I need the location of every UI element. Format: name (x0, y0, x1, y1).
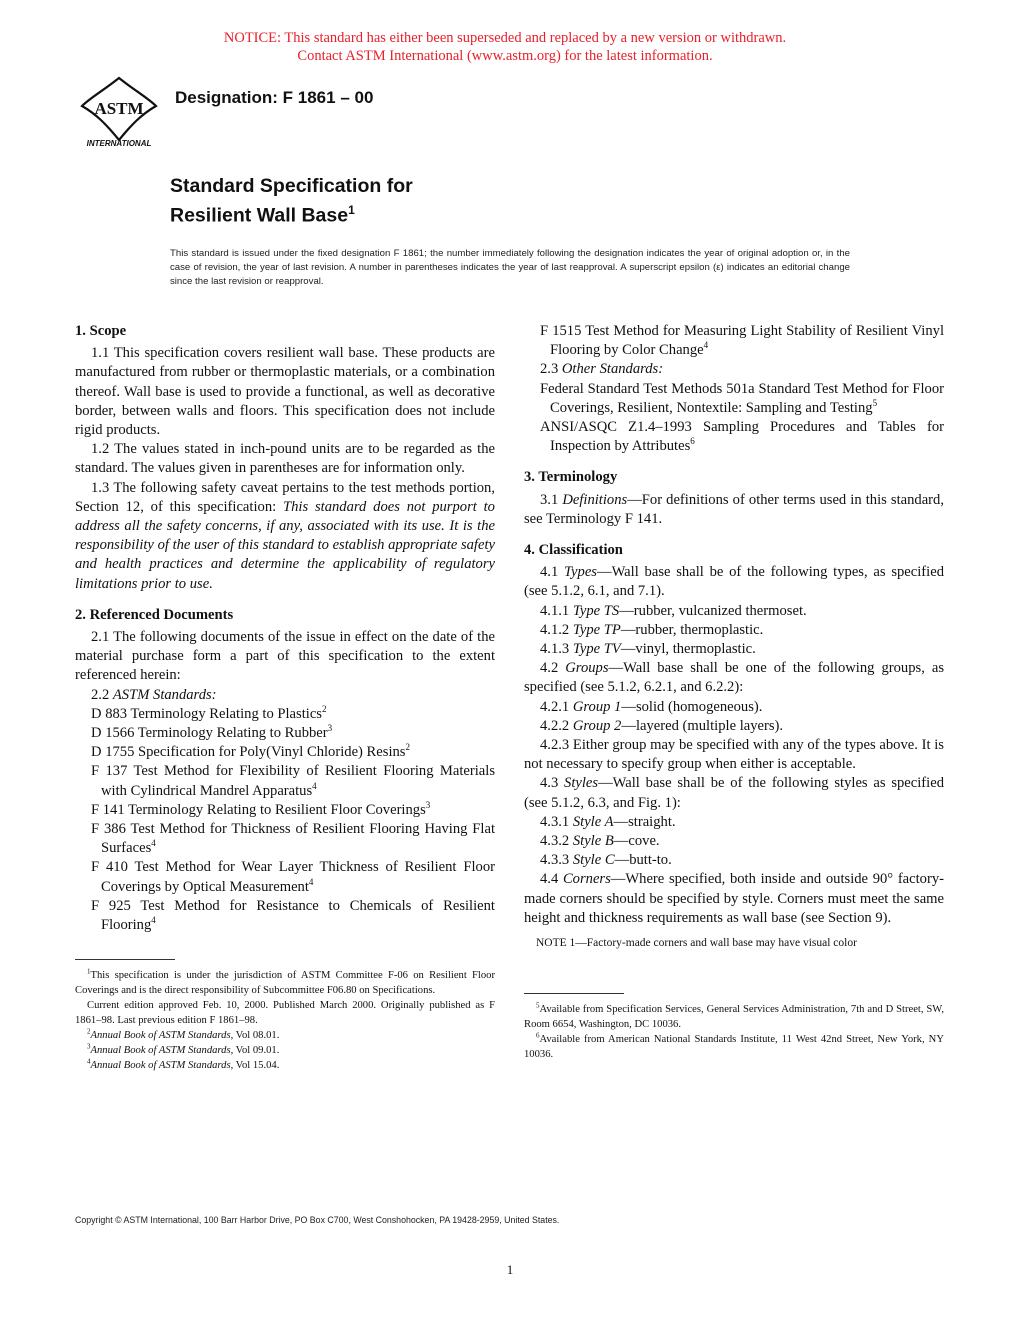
style-item (524, 813, 944, 832)
footnote (524, 1032, 944, 1062)
styles-list (524, 813, 944, 871)
para-4-2 (524, 659, 944, 697)
footnote-mark: 5 (536, 1001, 540, 1010)
notice-line-1: NOTICE: This standard has either been superseded and replaced by a new version or withdrawn. (223, 30, 787, 46)
reference-footnote-mark: 4 (312, 780, 317, 791)
para-4-3-term: Styles (564, 775, 599, 792)
reference-text: Federal Standard Test Methods 501a Standard Test Method for Floor Coverings, Resilient, Nontextile: Sampling and Testing (540, 380, 944, 416)
footnote-text: This specification is under the jurisdiction of ASTM Committee F-06 on Resilient Floor Coverings and is the direct responsibility of Subcommittee F06.80 on Specifications. (75, 970, 495, 997)
title-line-2-text: Resilient Wall Base (170, 204, 349, 227)
style-item-text: —straight. (613, 813, 676, 830)
reference-text: D 883 Terminology Relating to Plastics (91, 705, 322, 722)
footnote (75, 1043, 495, 1058)
footnote-mark: 4 (87, 1057, 91, 1066)
para-4-2-term: Groups (565, 660, 609, 677)
para-2-3-title: Other Standards: (561, 361, 664, 378)
reference-footnote-mark: 2 (405, 742, 410, 753)
reference-text: D 1755 Specification for Poly(Vinyl Chloride) Resins (91, 744, 406, 761)
reference-text: ANSI/ASQC Z1.4–1993 Sampling Procedures and Tables for Inspection by Attributes (540, 419, 944, 455)
footnote-text: , Vol 08.01. (230, 1030, 280, 1042)
footnote-mark: 2 (87, 1027, 91, 1036)
para-2-2 (75, 686, 495, 705)
reference-item (75, 762, 495, 800)
style-item (524, 832, 944, 851)
para-4-2-num: 4.2 (540, 660, 566, 677)
para-1-3-text: 1.3 The following safety caveat pertains to the test methods portion, Section 12, of this specification: (75, 479, 495, 515)
reference-footnote-mark: 2 (321, 704, 327, 714)
para-1-1: 1.1 This specification covers resilient wall base. These products are manufactured from rubber or thermoplastic materials, or a combination thereof. Wall base is used to provide a functional, as well as decorative border, between walls and floors. This specification does not include rigid products. (75, 345, 495, 439)
group-item-text: —solid (homogeneous). (621, 698, 763, 715)
title-line-1: Standard Specification for (170, 175, 413, 197)
left-column (75, 322, 495, 1073)
title-footnote-mark: 1 (348, 203, 355, 217)
footnote (75, 998, 495, 1028)
reference-text: F 141 Terminology Relating to Resilient Floor Coverings (91, 801, 426, 818)
type-item-text: —rubber, thermoplastic. (620, 621, 764, 638)
logo-subtext: INTERNATIONAL (86, 139, 152, 148)
document-title (170, 174, 413, 228)
reference-item (75, 897, 495, 935)
group-item-num: 4.2.2 (540, 717, 573, 734)
types-list (524, 602, 944, 660)
title-line-2 (170, 198, 413, 228)
reference-item (75, 705, 495, 724)
reference-footnote-mark: 4 (151, 838, 156, 849)
footnote (524, 1002, 944, 1032)
designation: Designation: F 1861 – 00 (175, 88, 374, 107)
section-4-heading: 4. Classification (524, 542, 623, 559)
type-item-num: 4.1.3 (540, 641, 573, 658)
para-4-2-text: —Wall base shall be one of the following groups, as specified (see 5.1.2, 6.2.1, and 6.2.2): (524, 660, 945, 696)
para-4-4-term: Corners (562, 871, 611, 888)
footnote-book-title: Annual Book of ASTM Standards (90, 1045, 231, 1057)
para-1-2: 1.2 The values stated in inch-pound units are to be regarded as the standard. The values given in parentheses are for information only. (75, 441, 495, 477)
reference-text: D 1566 Terminology Relating to Rubber (91, 725, 328, 742)
type-item-term: Type TV (572, 641, 621, 658)
reference-text: F 137 Test Method for Flexibility of Resilient Flooring Materials with Cylindrical Mandrel Apparatus (91, 763, 495, 799)
copyright-line: Copyright © ASTM International, 100 Barr Harbor Drive, PO Box C700, West Conshohocken, PA 19428-2959, United States. (75, 1215, 560, 1225)
para-3-1-term: Definitions (562, 491, 628, 508)
footnote-mark: 3 (87, 1042, 91, 1051)
footnote-text: , Vol 09.01. (230, 1045, 280, 1057)
para-3-1-num: 3.1 (540, 491, 563, 508)
para-4-1 (524, 563, 944, 601)
other-reference-list (524, 380, 944, 457)
section-3-heading: 3. Terminology (524, 469, 618, 486)
footnote-book-title: Annual Book of ASTM Standards (90, 1060, 231, 1072)
logo-text: ASTM (94, 99, 144, 118)
para-2-2-num: 2.2 (91, 686, 113, 703)
reference-item (75, 743, 495, 762)
style-item-text: —cove. (613, 833, 660, 850)
para-3-1 (524, 491, 944, 529)
type-item-num: 4.1.2 (540, 621, 573, 638)
type-item (524, 621, 944, 640)
footnote-text: Available from American National Standards Institute, 11 West 42nd Street, New York, NY 10036. (524, 1034, 944, 1061)
footnote (75, 968, 495, 998)
section-2-heading: 2. Referenced Documents (75, 606, 234, 623)
footnotes-right (524, 1002, 944, 1062)
reference-item (524, 322, 944, 360)
style-item-num: 4.3.2 (540, 833, 573, 850)
style-item-term: Style C (572, 852, 615, 869)
footnote (75, 1028, 495, 1043)
footnote-text: , Vol 15.04. (230, 1060, 280, 1072)
type-item-num: 4.1.1 (540, 602, 573, 619)
footnotes-left (75, 968, 495, 1073)
group-item-num: 4.2.1 (540, 698, 573, 715)
reference-footnote-mark: 6 (690, 436, 695, 447)
footnote-mark: 1 (87, 967, 91, 976)
reference-item (75, 858, 495, 896)
reference-item (75, 820, 495, 858)
para-2-3 (524, 360, 944, 379)
para-4-3-text: —Wall base shall be of the following styles as specified (see 5.1.2, 6.3, and Fig. 1): (524, 775, 945, 811)
page-number: 1 (506, 1262, 514, 1277)
para-4-2-3: 4.2.3 Either group may be specified with any of the types above. It is not necessary to specify group when either is acceptable. (524, 737, 944, 773)
para-4-4-text: —Where specified, both inside and outside 90° factory-made corners should be specified by style. Corners must meet the same height and thickness requirements as wall base (see Section 9). (524, 871, 945, 926)
reference-text: F 410 Test Method for Wear Layer Thickness of Resilient Floor Coverings by Optical Measurement (91, 859, 495, 895)
footnote-rule-left (75, 959, 175, 960)
notice-line-2: Contact ASTM International (www.astm.org) for the latest information. (297, 48, 713, 64)
reference-footnote-mark: 4 (308, 876, 314, 887)
para-4-1-text: —Wall base shall be of the following types, as specified (see 5.1.2, 6.1, and 7.1). (524, 564, 944, 600)
section-1-heading: 1. Scope (75, 323, 127, 339)
reference-footnote-mark: 3 (327, 723, 333, 734)
reference-text: F 386 Test Method for Thickness of Resilient Flooring Having Flat Surfaces (91, 821, 495, 857)
style-item-text: —butt-to. (614, 852, 672, 869)
type-item-text: —rubber, vulcanized thermoset. (619, 602, 807, 619)
notice-banner (0, 29, 1010, 65)
footnote (75, 1058, 495, 1073)
astm-logo (76, 76, 162, 148)
reference-text: F 925 Test Method for Resistance to Chemicals of Resilient Flooring (91, 897, 495, 934)
footnote-text: Available from Specification Services, General Services Administration, 7th and D Street, SW, Room 6654, Washington, DC 10036. (524, 1004, 944, 1031)
footnote-rule-right (524, 993, 624, 994)
groups-list (524, 698, 944, 736)
group-item-term: Group 1 (572, 698, 622, 715)
type-item-term: Type TS (572, 602, 620, 619)
para-4-4-num: 4.4 (540, 871, 563, 888)
para-4-4 (524, 870, 944, 928)
style-item (524, 851, 944, 870)
reference-item (524, 418, 944, 456)
type-item (524, 640, 944, 659)
type-item-text: —vinyl, thermoplastic. (620, 641, 756, 658)
type-item (524, 602, 944, 621)
type-item-term: Type TP (572, 621, 621, 638)
reference-footnote-mark: 4 (151, 915, 156, 926)
group-item (524, 698, 944, 717)
style-item-num: 4.3.1 (540, 813, 573, 830)
para-1-3 (75, 479, 495, 594)
reference-item (75, 724, 495, 743)
group-item-term: Group 2 (572, 717, 622, 734)
style-item-term: Style A (572, 813, 614, 830)
footnote-book-title: Annual Book of ASTM Standards (90, 1030, 231, 1042)
group-item-text: —layered (multiple layers). (621, 717, 784, 734)
reference-item (524, 380, 944, 418)
reference-item (75, 801, 495, 820)
reference-footnote-mark: 4 (703, 340, 709, 351)
right-column (524, 322, 944, 1062)
astm-reference-list (75, 705, 495, 935)
style-item-num: 4.3.3 (540, 852, 573, 869)
style-item-term: Style B (572, 833, 614, 850)
group-item (524, 717, 944, 736)
safety-caveat: This standard does not purport to address all the safety concerns, if any, associated with its use. It is the responsibility of the user of this standard to establish appropriate safety and health practices and determine the applicability of regulatory limitations prior to use. (75, 498, 495, 592)
reference-text: F 1515 Test Method for Measuring Light Stability of Resilient Vinyl Flooring by Color Change (540, 323, 944, 359)
para-2-3-num: 2.3 (540, 361, 562, 378)
reference-footnote-mark: 3 (425, 800, 431, 811)
para-4-1-term: Types (564, 564, 597, 581)
reference-footnote-mark: 5 (872, 397, 878, 408)
para-4-1-num: 4.1 (540, 564, 565, 581)
para-3-1-text: —For definitions of other terms used in this standard, see Terminology F 141. (524, 491, 944, 527)
para-2-1: 2.1 The following documents of the issue in effect on the date of the material purchase form a part of this specification to the extent referenced herein: (75, 629, 495, 684)
footnote-text: Current edition approved Feb. 10, 2000. Published March 2000. Originally published as F 1861–98. Last previous edition F 1861–98. (75, 1000, 495, 1027)
para-4-3-num: 4.3 (540, 775, 565, 792)
issuance-statement: This standard is issued under the fixed designation F 1861; the number immediately following the designation indicates the year of original adoption or, in the case of revision, the year of last revision. A number in parentheses indicates the year of last reapproval. A superscript epsilon (ε) indicates an editorial change since the last revision or reapproval. (170, 248, 850, 287)
para-2-2-title: ASTM Standards: (112, 686, 217, 703)
footnote-mark: 6 (536, 1031, 540, 1040)
para-4-3 (524, 774, 944, 812)
note-1: NOTE 1—Factory-made corners and wall base may have visual color (536, 937, 857, 950)
